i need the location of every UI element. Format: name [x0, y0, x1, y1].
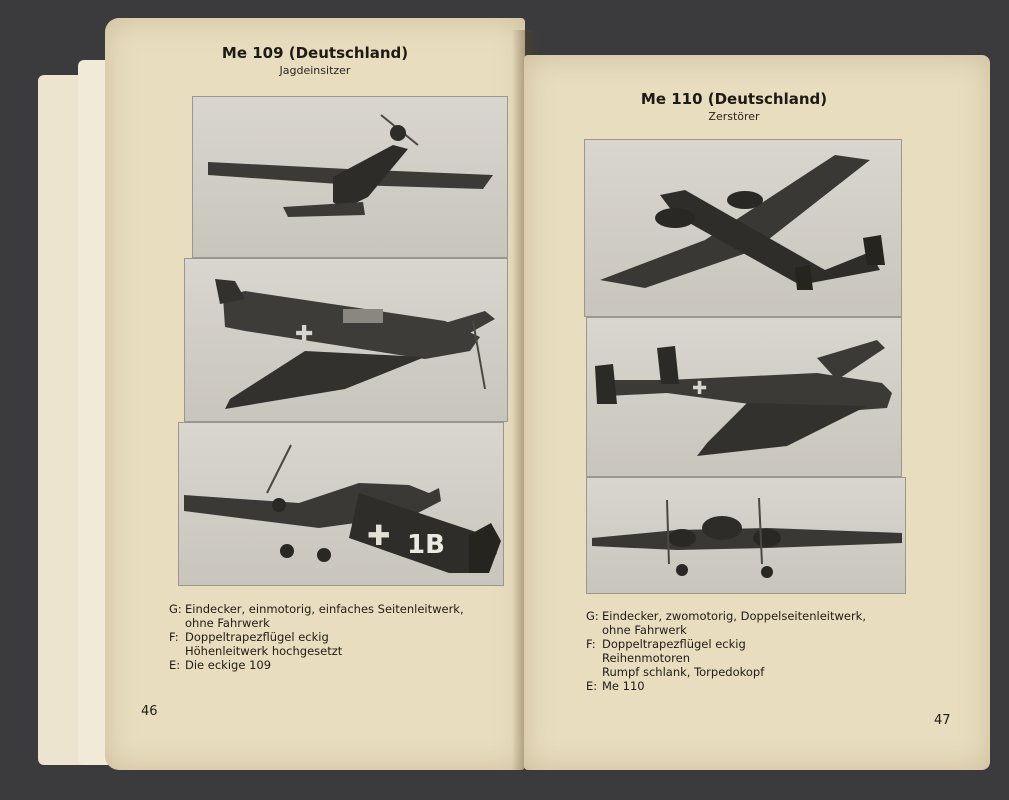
- caption-line: Doppeltrapezflügel eckig: [185, 630, 329, 644]
- caption-line: Die eckige 109: [185, 658, 272, 672]
- caption-key: E:: [586, 679, 598, 693]
- me109-plane-silhouette: [185, 259, 507, 421]
- caption-key: G:: [586, 609, 599, 623]
- caption-line: ohne Fahrwerk: [185, 616, 270, 630]
- caption-key: E:: [169, 658, 181, 672]
- left-page-title: Me 109 (Deutschland): [221, 44, 409, 62]
- left-page-description: [169, 602, 514, 672]
- me110-photo-middle: [586, 317, 902, 477]
- me109-photo-bottom: [178, 422, 504, 586]
- caption-row-f: [586, 637, 946, 679]
- me110-plane-silhouette: [587, 478, 905, 593]
- caption-row-f: [169, 630, 514, 658]
- right-page-description: [586, 609, 946, 693]
- left-page-number: 46: [141, 704, 158, 719]
- svg-text:✚: ✚: [367, 519, 391, 552]
- me110-photo-top: [584, 139, 902, 317]
- me110-photo-bottom: [586, 477, 906, 594]
- me110-plane-silhouette: [587, 318, 901, 476]
- caption-line: Eindecker, zwomotorig, Doppelseitenleitwerk,: [602, 609, 867, 623]
- right-page-number: 47: [934, 713, 951, 728]
- caption-key: G:: [169, 602, 182, 616]
- svg-text:✚: ✚: [692, 378, 708, 399]
- caption-key: F:: [586, 637, 596, 651]
- svg-text:✚: ✚: [295, 322, 314, 347]
- fuselage-marking: 1B: [407, 530, 445, 560]
- caption-line: ohne Fahrwerk: [602, 623, 687, 637]
- caption-line: Rumpf schlank, Torpedokopf: [602, 665, 765, 679]
- caption-row-g: [586, 609, 946, 637]
- right-page: [524, 55, 990, 770]
- caption-line: Reihenmotoren: [602, 651, 691, 665]
- me109-plane-silhouette: [193, 97, 507, 257]
- caption-line: Me 110: [602, 679, 645, 693]
- me109-photo-middle: [184, 258, 508, 422]
- caption-key: F:: [169, 630, 179, 644]
- caption-line: Eindecker, einmotorig, einfaches Seitenleitwerk,: [185, 602, 464, 616]
- caption-row-e: [169, 658, 514, 672]
- caption-line: Doppeltrapezflügel eckig: [602, 637, 746, 651]
- caption-row-g: [169, 602, 514, 630]
- left-page-subtitle: Jagdeinsitzer: [279, 64, 351, 77]
- right-page-title: Me 110 (Deutschland): [640, 90, 828, 108]
- me109-plane-silhouette: [179, 423, 503, 585]
- left-page: [105, 18, 525, 770]
- me109-photo-top: [192, 96, 508, 258]
- right-page-subtitle: Zerstörer: [708, 110, 760, 123]
- me110-plane-silhouette: [585, 140, 901, 316]
- caption-line: Höhenleitwerk hochgesetzt: [185, 644, 343, 658]
- caption-row-e: [586, 679, 946, 693]
